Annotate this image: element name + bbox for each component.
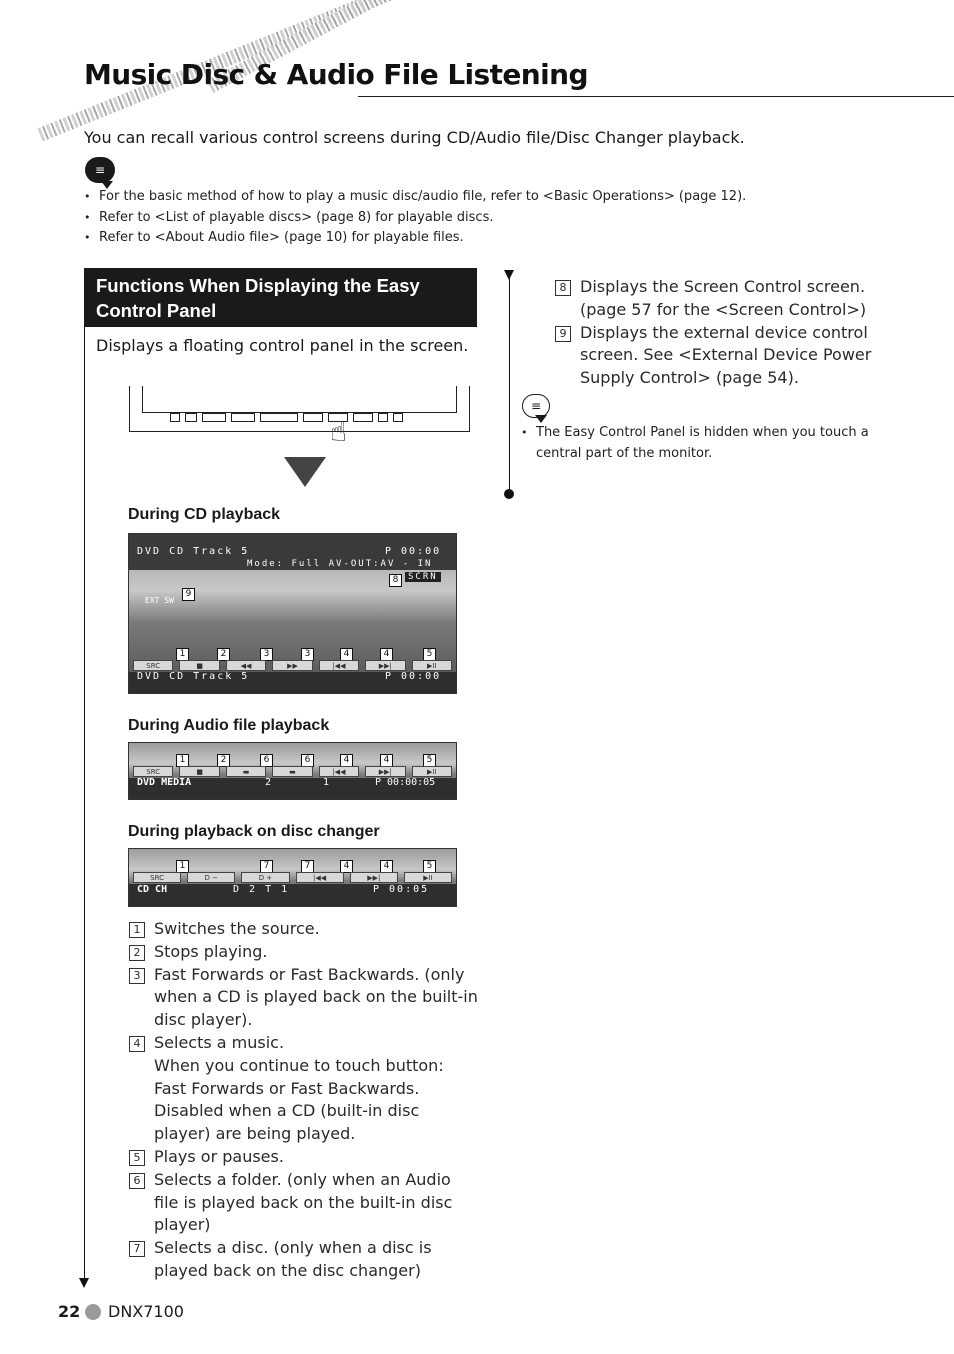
callout-9: 9 (182, 588, 195, 601)
next-track-button[interactable]: ▶▶| (365, 766, 405, 777)
ext-sw-button[interactable]: EXT SW (145, 596, 174, 605)
callout-5: 5 (423, 648, 436, 661)
item-number: 8 (555, 280, 571, 296)
audio-control-buttons (133, 766, 452, 777)
monitor-buttons (170, 413, 403, 422)
page-title: Music Disc & Audio File Listening (84, 58, 588, 91)
stop-button[interactable]: ■ (179, 660, 219, 671)
fast-forward-button[interactable]: ▶▶ (272, 660, 312, 671)
column-line (509, 275, 510, 493)
callout-3: 3 (260, 648, 273, 661)
note-icon: ≡ (85, 157, 115, 183)
list-item (128, 941, 480, 964)
cd-top-left: DVD CD Track 5 (137, 546, 250, 557)
next-track-button[interactable]: ▶▶| (350, 872, 398, 883)
callout-4: 4 (380, 754, 393, 767)
label-cd-playback: During CD playback (128, 506, 281, 523)
callout-2: 2 (217, 648, 230, 661)
item-text: Stops playing. (154, 941, 268, 961)
list-item (128, 964, 480, 1032)
item-number: 5 (129, 1150, 145, 1166)
folder-up-button[interactable]: ▬ (272, 766, 312, 777)
monitor-illustration (129, 386, 470, 432)
prev-track-button[interactable]: |◀◀ (319, 660, 359, 671)
changer-disc: D 2 T 1 (233, 884, 290, 895)
src-button[interactable]: SRC (133, 766, 173, 777)
page-number: 22 (58, 1302, 81, 1321)
item-number: 7 (129, 1241, 145, 1257)
list-item (554, 322, 914, 390)
section-heading: Functions When Displaying the Easy Control Panel (84, 268, 477, 327)
play-pause-button[interactable]: ▶II (412, 660, 452, 671)
prev-track-button[interactable]: |◀◀ (296, 872, 344, 883)
disc-up-button[interactable]: D + (241, 872, 289, 883)
label-audio-playback: During Audio file playback (128, 717, 330, 734)
cd-control-buttons (133, 660, 452, 671)
disc-down-button[interactable]: D − (187, 872, 235, 883)
list-item (128, 1237, 480, 1283)
callout-3: 3 (301, 648, 314, 661)
item-number: 9 (555, 326, 571, 342)
function-list (128, 918, 480, 1283)
audio-bottom-left: DVD MEDIA (137, 777, 192, 788)
title-rule (358, 96, 954, 97)
audio-screen (128, 742, 457, 800)
note-item: • Refer to <List of playable discs> (page 8) for playable discs. (84, 208, 784, 229)
callout-6: 6 (301, 754, 314, 767)
list-item (128, 918, 480, 941)
callout-1: 1 (176, 648, 189, 661)
monitor-screen (142, 386, 457, 413)
item-text: Selects a folder. (only when an Audio file is played back on the built-in disc player) (154, 1169, 453, 1235)
callout-4: 4 (380, 648, 393, 661)
cd-top-right: P 00:00 (385, 546, 442, 557)
changer-bottom-left: CD CH (137, 884, 168, 895)
callout-1: 1 (176, 754, 189, 767)
section-line (84, 327, 85, 1279)
callout-1: 1 (176, 860, 189, 873)
cd-bottom-right: P 00:00 (385, 671, 442, 682)
item-text: Selects a disc. (only when a disc is played back on the disc changer) (154, 1238, 432, 1280)
note-item: • The Easy Control Panel is hidden when you touch a central part of the monitor. (521, 423, 881, 464)
item-text: Displays the Screen Control screen. (page 57 for the <Screen Control>) (580, 277, 867, 319)
prev-track-button[interactable]: |◀◀ (319, 766, 359, 777)
notes-list (84, 187, 784, 249)
cd-mode: Mode: Full AV-OUT:AV - IN (247, 559, 433, 569)
intro-text: You can recall various control screens during CD/Audio file/Disc Changer playback. (84, 128, 745, 147)
src-button[interactable]: SRC (133, 872, 181, 883)
section-arrow (79, 1278, 89, 1288)
list-item (128, 1169, 480, 1237)
stop-button[interactable]: ■ (179, 766, 219, 777)
item-number: 1 (129, 922, 145, 938)
play-pause-button[interactable]: ▶II (412, 766, 452, 777)
src-button[interactable]: SRC (133, 660, 173, 671)
callout-5: 5 (423, 860, 436, 873)
callout-8: 8 (389, 574, 402, 587)
audio-folder: 2 (265, 777, 274, 788)
note-icon: ≡ (522, 394, 550, 418)
pointing-hand-icon: ☝ (330, 415, 348, 448)
audio-file: 1 (323, 777, 332, 788)
label-changer-playback: During playback on disc changer (128, 823, 380, 840)
callout-4: 4 (340, 754, 353, 767)
model-name: DNX7100 (108, 1302, 184, 1321)
item-text: Fast Forwards or Fast Backwards. (only when a CD is played back on the built-in disc player). (154, 964, 478, 1030)
item-text: Displays the external device control screen. See <External Device Power Supply Control> (page 54). (580, 322, 872, 388)
changer-screen (128, 848, 457, 907)
item-number: 2 (129, 945, 145, 961)
callout-4: 4 (340, 648, 353, 661)
list-item (128, 1032, 480, 1146)
right-note (521, 423, 881, 464)
folder-down-button[interactable]: ▬ (226, 766, 266, 777)
play-pause-button[interactable]: ▶II (404, 872, 452, 883)
audio-time: P 00:00:05 (375, 777, 436, 788)
section-subtitle: Displays a floating control panel in the screen. (96, 336, 469, 355)
callout-4: 4 (340, 860, 353, 873)
callout-7: 7 (301, 860, 314, 873)
list-item (554, 276, 914, 322)
callout-7: 7 (260, 860, 273, 873)
down-arrow-icon (284, 457, 326, 487)
item-number: 4 (129, 1036, 145, 1052)
function-list-continued (554, 276, 914, 390)
scrn-button[interactable]: SCRN (405, 572, 441, 582)
item-number: 6 (129, 1173, 145, 1189)
item-number: 3 (129, 968, 145, 984)
item-text: Selects a music. When you continue to touch button: Fast Forwards or Fast Backwards. Disabled when a CD (built-in disc player) are being played. (154, 1032, 444, 1144)
callout-4: 4 (380, 860, 393, 873)
note-item: • For the basic method of how to play a music disc/audio file, refer to <Basic Operations> (page 12). (84, 187, 784, 208)
list-item (128, 1146, 480, 1169)
footer-dot (85, 1304, 101, 1320)
cd-bottom-left: DVD CD Track 5 (137, 671, 250, 682)
callout-2: 2 (217, 754, 230, 767)
note-item: • Refer to <About Audio file> (page 10) for playable files. (84, 228, 784, 249)
item-text: Switches the source. (154, 919, 320, 938)
changer-time: P 00:05 (373, 884, 430, 895)
next-track-button[interactable]: ▶▶| (365, 660, 405, 671)
column-end-dot (504, 489, 514, 499)
changer-control-buttons (133, 872, 452, 883)
item-text: Plays or pauses. (154, 1146, 284, 1166)
cd-screen (128, 533, 457, 694)
callout-5: 5 (423, 754, 436, 767)
rewind-button[interactable]: ◀◀ (226, 660, 266, 671)
callout-6: 6 (260, 754, 273, 767)
